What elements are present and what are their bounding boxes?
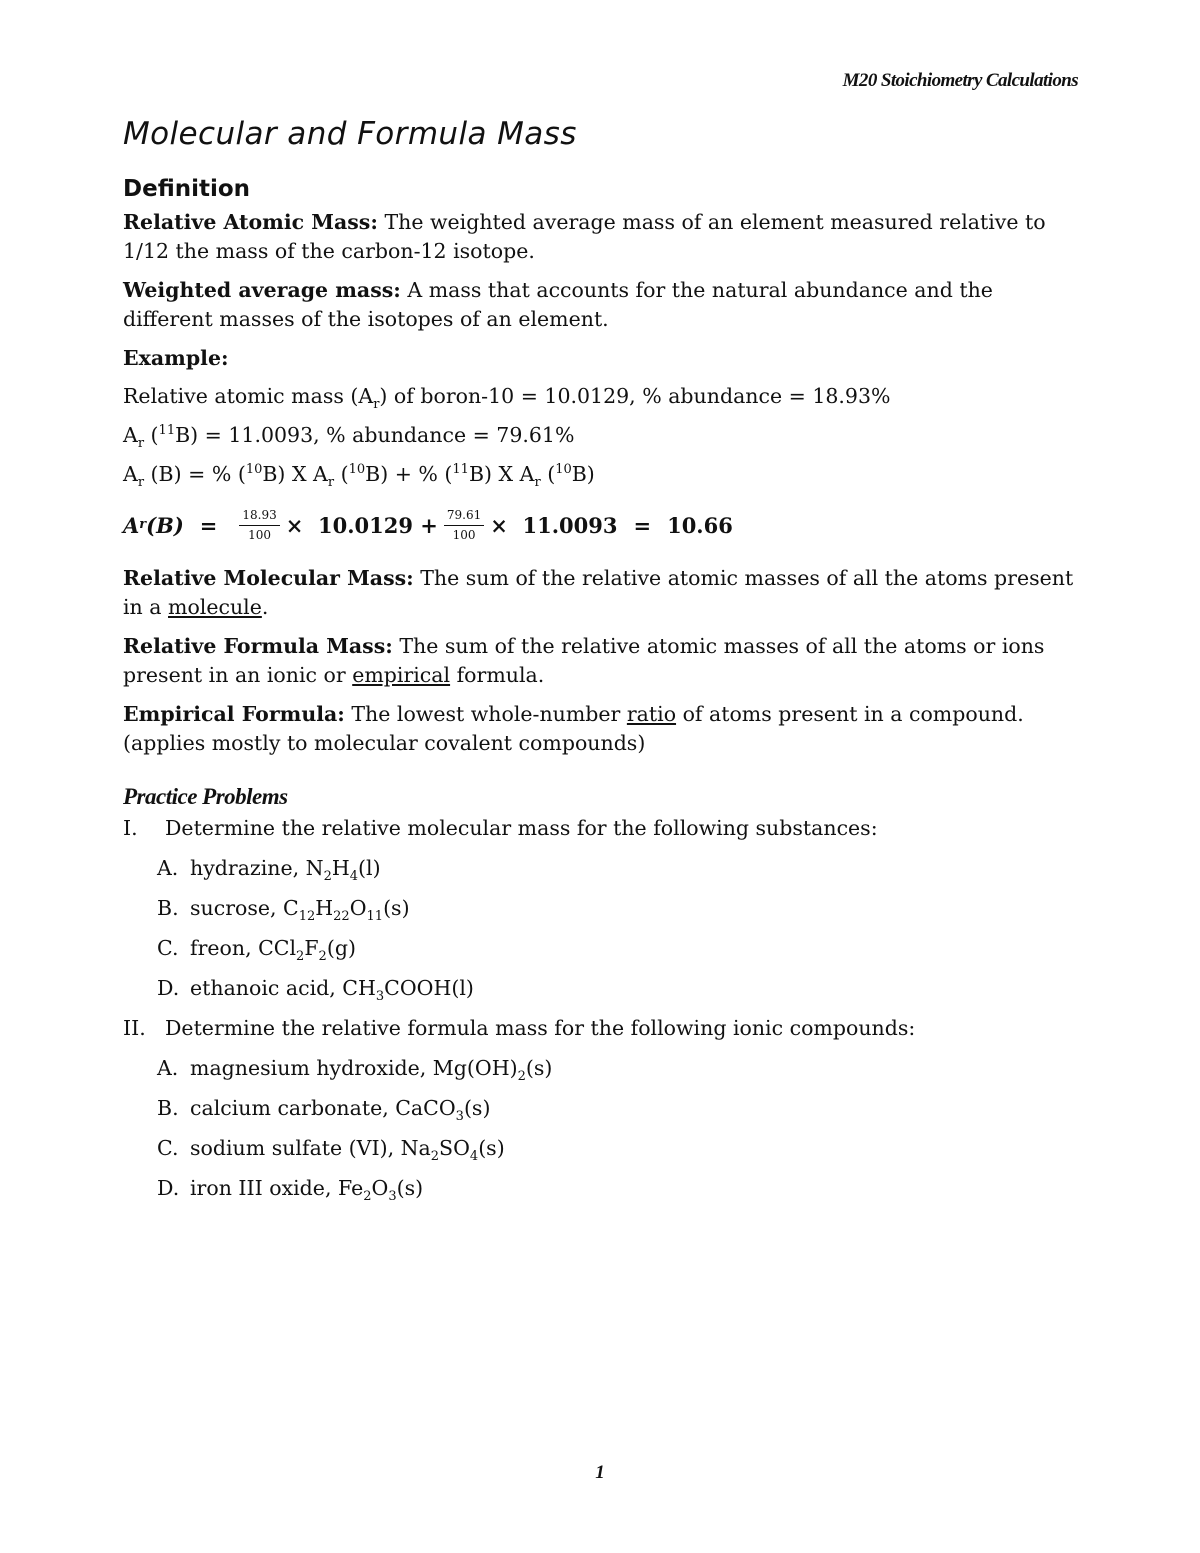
page-title: Molecular and Formula Mass (123, 116, 577, 152)
example-line-2: $A_r$ ($^{11}$B) = 11.0093, % abundance = 79.61% (123, 423, 575, 452)
example-equation: A r (B) = $\frac{18.93}{100}$ × 10.0129 + $\frac{79.61}{100}$ × 11.0093 = 10.66 (123, 507, 733, 542)
section-1: I. Determine the relative molecular mass for the following substances: (123, 816, 878, 840)
problem-1b: B. sucrose, $C_{12}H_{22}O_{11}(s)$ (157, 896, 410, 925)
problem-2a: A. magnesium hydroxide, $Mg(OH)_2(s)$ (157, 1056, 553, 1085)
practice-heading: Practice Problems (123, 784, 288, 809)
page-number: 1 (595, 1462, 605, 1483)
problem-1c: C. freon, $CCl_2F_2(g)$ (157, 936, 356, 965)
example-label: Example: (123, 346, 229, 370)
problem-2d: D. iron III oxide, $Fe_2O_3(s)$ (157, 1176, 424, 1205)
section-2: II. Determine the relative formula mass for the following ionic compounds: (123, 1016, 916, 1040)
def-empirical-formula: Empirical Formula: The lowest whole-number ratio of atoms present in a compound. (applies mostly to molecular covalent compounds) (123, 702, 1024, 755)
definition-heading: Definition (123, 176, 251, 202)
def-relative-molecular-mass: Relative Molecular Mass: The sum of the relative atomic masses of all the atoms present in a molecule. (123, 566, 1074, 619)
content (123, 116, 1083, 1214)
def-weighted-average-mass: Weighted average mass: A mass that accounts for the natural abundance and the different masses of the isotopes of an element. (123, 278, 993, 331)
equation-result: 10.66 (667, 512, 733, 538)
problem-1a: A. hydrazine, $N_2H_4(l)$ (157, 856, 381, 885)
fraction-1: $\frac{18.93}{100}$ (239, 508, 279, 543)
problem-2c: C. sodium sulfate (VI), $Na_2SO_4(s)$ (157, 1136, 505, 1165)
running-header: M20 Stoichiometry Calculations (842, 70, 1078, 91)
problem-1d: D. ethanoic acid, $CH_3COOH(l)$ (157, 976, 474, 1005)
example-line-1: Relative atomic mass $(A_r)$ of boron-10 = 10.0129, % abundance = 18.93% (123, 384, 891, 413)
example-line-3: $A_r$ (B) = % ($^{10}$B) X $A_r$ ($^{10}$B) + % ($^{11}$B) X $A_r$ ($^{10}$B) (123, 462, 595, 491)
fraction-2: $\frac{79.61}{100}$ (444, 508, 484, 543)
problem-2b: B. calcium carbonate, CaCO$_3$(s) (157, 1096, 491, 1125)
def-relative-atomic-mass: Relative Atomic Mass: The weighted average mass of an element measured relative to 1/12 the mass of the carbon-12 isotope. (123, 210, 1046, 263)
def-relative-formula-mass: Relative Formula Mass: The sum of the relative atomic masses of all the atoms or ions present in an ionic or empirical formula. (123, 634, 1045, 687)
